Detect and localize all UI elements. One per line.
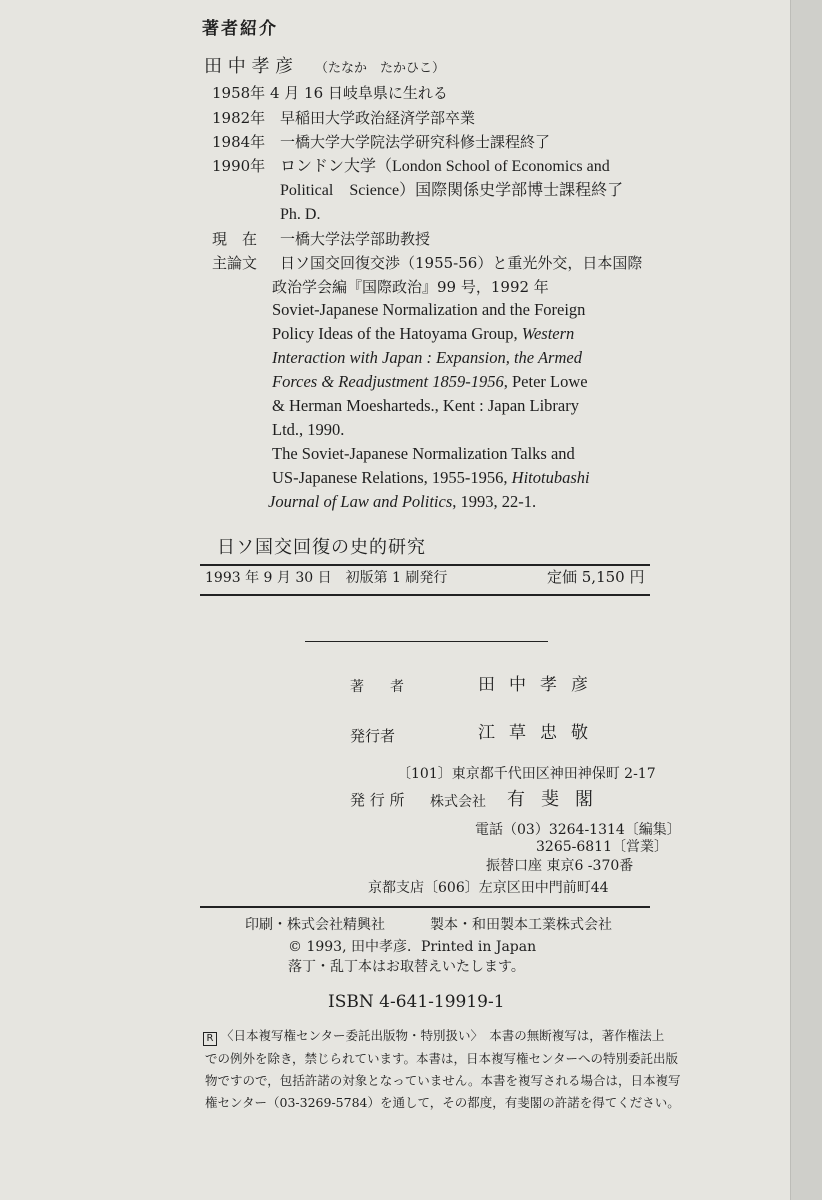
transfer-account: 振替口座 東京6 -370番 bbox=[486, 858, 634, 874]
book-title: 日ソ国交回復の史的研究 bbox=[217, 537, 426, 558]
work-line-11 bbox=[268, 494, 536, 511]
colophon-bottom-rule bbox=[200, 906, 650, 908]
price: 定価 5,150 円 bbox=[547, 568, 645, 586]
kyoto-branch: 京都支店〔606〕左京区田中門前町44 bbox=[368, 880, 609, 896]
work-line-6 bbox=[272, 374, 588, 391]
author-name: 田 中 孝 彦 bbox=[204, 56, 294, 77]
current-position: 一橋大学法学部助教授 bbox=[280, 230, 431, 248]
notice-line-1 bbox=[203, 1030, 664, 1046]
history-year-1: 1982年 bbox=[212, 109, 266, 127]
notice-line-3: 物ですので，包括許諾の対象となっていません。本書を複写される場合は，日本複写 bbox=[205, 1073, 681, 1088]
title-rule-bottom bbox=[200, 594, 650, 596]
registered-mark-icon: R bbox=[203, 1032, 217, 1046]
notice-line-1-text: 〈日本複写権センター委託出版物・特別扱い〉 本書の無断複写は，著作権法上 bbox=[221, 1028, 665, 1043]
work-line-5: Interaction with Japan : Expansion, the Armed bbox=[272, 348, 582, 367]
work-line-10-plain: US-Japanese Relations, 1955-1956, bbox=[272, 468, 512, 487]
work-line-6-italic: Forces & Readjustment 1859-1956 bbox=[272, 372, 504, 391]
work-line-1: 日ソ国交回復交渉（1955-56）と重光外交，日本国際 bbox=[280, 254, 643, 272]
work-line-4-plain: Policy Ideas of the Hatoyama Group, bbox=[272, 324, 522, 343]
history-text-3: ロンドン大学（London School of Economics and bbox=[280, 158, 610, 175]
history-year-2: 1984年 bbox=[212, 133, 266, 151]
work-line-11-italic: Journal of Law and Politics bbox=[268, 492, 453, 511]
work-line-10 bbox=[272, 470, 590, 487]
page-edge bbox=[790, 0, 822, 1200]
title-rule-top bbox=[200, 564, 650, 566]
author-intro-heading: 著者紹介 bbox=[202, 19, 278, 39]
edition-line: 1993 年 9 月 30 日 初版第 1 刷発行 bbox=[205, 570, 448, 586]
history-text-3-cont2: Ph. D. bbox=[280, 206, 321, 223]
notice-line-2: での例外を除き，禁じられています。本書は，日本複写権センターへの特別委託出版 bbox=[205, 1051, 679, 1066]
work-line-2: 政治学会編『国際政治』99 号，1992 年 bbox=[272, 278, 549, 296]
publisher-company: 有斐閣 bbox=[507, 789, 609, 810]
work-line-7: & Herman Moesharteds., Kent : Japan Library bbox=[272, 396, 579, 415]
phone-sales: 3265-6811〔営業〕 bbox=[536, 839, 668, 855]
works-label: 主論文 bbox=[212, 254, 258, 272]
author-reading: （たなか たかひこ） bbox=[315, 61, 446, 76]
work-line-3: Soviet-Japanese Normalization and the Foreign bbox=[272, 300, 586, 319]
work-line-8: Ltd., 1990. bbox=[272, 420, 345, 439]
history-text-1: 早稲田大学政治経済学部卒業 bbox=[280, 109, 476, 127]
current-label: 現 在 bbox=[212, 230, 258, 248]
colophon-author: 田中孝彦 bbox=[478, 675, 602, 695]
work-line-10-italic: Hitotubashi bbox=[511, 468, 590, 487]
publisher-person-label: 発行者 bbox=[350, 727, 396, 745]
publisher-address: 〔101〕東京都千代田区神田神保町 2-17 bbox=[397, 766, 656, 782]
replacement-note: 落丁・乱丁本はお取替えいたします。 bbox=[288, 959, 525, 975]
publisher-label: 発 行 所 bbox=[350, 791, 405, 809]
work-line-4 bbox=[272, 326, 574, 343]
history-text-2: 一橋大学大学院法学研究科修士課程終了 bbox=[280, 133, 551, 151]
isbn: ISBN 4-641-19919-1 bbox=[328, 992, 505, 1012]
work-line-11-plain: , 1993, 22-1. bbox=[452, 492, 537, 511]
birth-line: 1958年 4 月 16 日岐阜県に生れる bbox=[212, 84, 448, 102]
work-line-9: The Soviet-Japanese Normalization Talks and bbox=[272, 444, 575, 463]
work-line-4-italic: Western bbox=[521, 324, 575, 343]
history-year-3: 1990年 bbox=[212, 157, 266, 175]
phone-editorial: 電話（03）3264-1314〔編集〕 bbox=[475, 822, 681, 838]
copyright: © 1993, 田中孝彦．Printed in Japan bbox=[288, 939, 537, 955]
author-label: 著 者 bbox=[350, 679, 410, 695]
short-divider bbox=[305, 641, 548, 642]
notice-line-4: 権センター（03-3269-5784）を通して，その都度，有斐閣の許諾を得てください。 bbox=[205, 1095, 680, 1110]
publisher-company-prefix: 株式会社 bbox=[430, 794, 486, 810]
history-text-3-cont1: Political Science）国際関係史学部博士課程終了 bbox=[280, 182, 624, 199]
work-line-6-plain: , Peter Lowe bbox=[503, 372, 588, 391]
publisher-person: 江草忠敬 bbox=[478, 723, 602, 743]
binder: 製本・和田製本工業株式会社 bbox=[430, 917, 612, 933]
printer: 印刷・株式会社精興社 bbox=[245, 917, 385, 933]
